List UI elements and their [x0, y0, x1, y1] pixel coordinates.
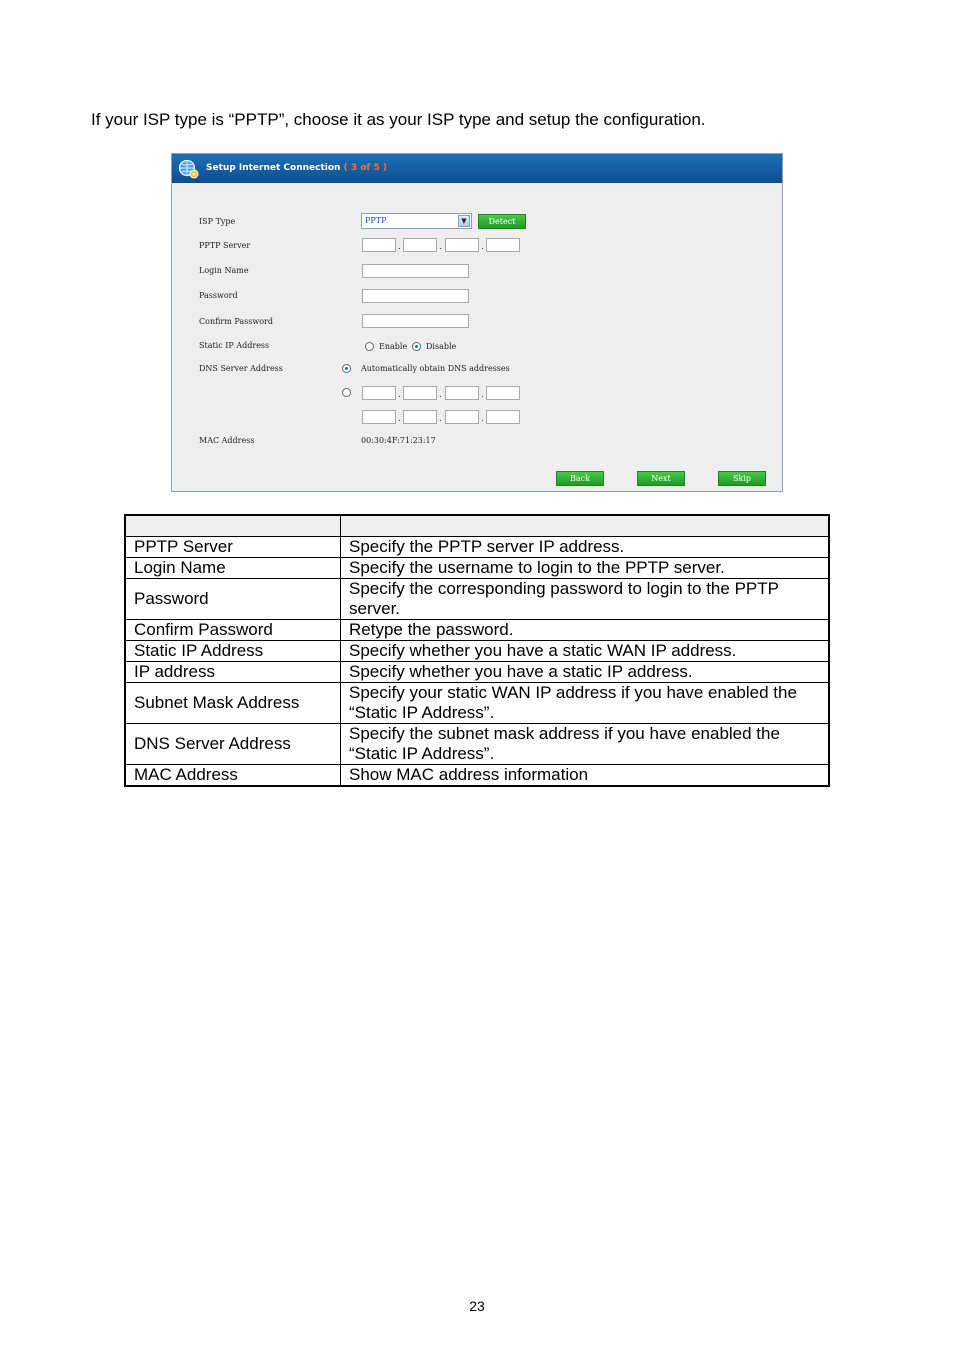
field-desc: Specify whether you have a static WAN IP address.	[341, 641, 830, 662]
table-header-cell	[341, 515, 830, 537]
field-desc: Show MAC address information	[341, 765, 830, 787]
isp-type-label: ISP Type	[199, 217, 236, 226]
field-desc: Specify your static WAN IP address if you have enabled the “Static IP Address”.	[341, 683, 830, 724]
static-ip-disable-label: Disable	[426, 342, 457, 351]
table-header-cell	[125, 515, 341, 537]
dns-primary-octet-1[interactable]	[362, 386, 396, 400]
field-name: PPTP Server	[125, 537, 341, 558]
table-row	[125, 620, 829, 641]
field-desc: Retype the password.	[341, 620, 830, 641]
pptp-server-octet-4[interactable]	[486, 238, 520, 252]
intro-text: If your ISP type is “PPTP”, choose it as your ISP type and setup the configuration.	[91, 110, 706, 129]
field-name: Confirm Password	[125, 620, 341, 641]
table-header-row	[125, 515, 829, 537]
dns-manual-radio[interactable]	[342, 388, 351, 397]
wizard-title: Setup Internet Connection ( 3 of 5 )	[206, 163, 387, 173]
field-name: Static IP Address	[125, 641, 341, 662]
field-desc: Specify whether you have a static IP address.	[341, 662, 830, 683]
isp-type-select[interactable]: PPTP ▼	[361, 213, 472, 229]
table-row	[125, 641, 829, 662]
static-ip-enable-label: Enable	[379, 342, 408, 351]
dns-secondary-octet-2[interactable]	[403, 410, 437, 424]
field-desc: Specify the username to login to the PPTP server.	[341, 558, 830, 579]
field-desc: Specify the PPTP server IP address.	[341, 537, 830, 558]
mac-address-value: 00:30:4F:71:23:17	[361, 436, 436, 445]
table-row	[125, 662, 829, 683]
dns-auto-label: Automatically obtain DNS addresses	[361, 364, 510, 373]
setup-screenshot	[171, 153, 783, 492]
dns-server-label: DNS Server Address	[199, 364, 283, 373]
table-row	[125, 558, 829, 579]
field-name: MAC Address	[125, 765, 341, 787]
table-row	[125, 537, 829, 558]
table-row	[125, 579, 829, 620]
table-row	[125, 724, 829, 765]
pptp-server-octet-1[interactable]	[362, 238, 396, 252]
dns-primary-octet-4[interactable]	[486, 386, 520, 400]
pptp-server-label: PPTP Server	[199, 241, 251, 250]
dot-separator: .	[481, 414, 484, 424]
static-ip-label: Static IP Address	[199, 341, 270, 350]
wizard-header	[172, 154, 782, 183]
field-name: Login Name	[125, 558, 341, 579]
field-desc: Specify the corresponding password to login to the PPTP server.	[341, 579, 830, 620]
mac-address-label: MAC Address	[199, 436, 255, 445]
back-button[interactable]: Back	[556, 471, 604, 486]
dot-separator: .	[481, 390, 484, 400]
dot-separator: .	[398, 414, 401, 424]
static-ip-enable-radio[interactable]	[365, 342, 374, 351]
dns-auto-radio[interactable]	[342, 364, 351, 373]
confirm-password-label: Confirm Password	[199, 317, 273, 326]
dot-separator: .	[439, 390, 442, 400]
login-name-input[interactable]	[362, 264, 469, 278]
wizard-step: ( 3 of 5 )	[343, 163, 387, 173]
field-name: DNS Server Address	[125, 724, 341, 765]
field-description-table	[124, 514, 830, 787]
field-name: IP address	[125, 662, 341, 683]
pptp-server-octet-2[interactable]	[403, 238, 437, 252]
pptp-server-octet-3[interactable]	[445, 238, 479, 252]
field-desc: Specify the subnet mask address if you have enabled the “Static IP Address”.	[341, 724, 830, 765]
password-label: Password	[199, 291, 238, 300]
table-row	[125, 765, 829, 787]
table-row	[125, 683, 829, 724]
dns-secondary-octet-1[interactable]	[362, 410, 396, 424]
dot-separator: .	[398, 390, 401, 400]
login-name-label: Login Name	[199, 266, 249, 275]
static-ip-disable-radio[interactable]	[412, 342, 421, 351]
dot-separator: .	[481, 242, 484, 252]
skip-button[interactable]: Skip	[718, 471, 766, 486]
next-button[interactable]: Next	[637, 471, 685, 486]
page-number: 23	[469, 1298, 485, 1314]
password-input[interactable]	[362, 289, 469, 303]
chevron-down-icon[interactable]: ▼	[458, 215, 470, 227]
detect-button[interactable]: Detect	[478, 214, 526, 229]
dns-secondary-octet-4[interactable]	[486, 410, 520, 424]
globe-gear-icon	[178, 158, 200, 180]
field-name: Subnet Mask Address	[125, 683, 341, 724]
dot-separator: .	[439, 242, 442, 252]
dns-primary-octet-2[interactable]	[403, 386, 437, 400]
field-name: Password	[125, 579, 341, 620]
dot-separator: .	[439, 414, 442, 424]
dns-primary-octet-3[interactable]	[445, 386, 479, 400]
confirm-password-input[interactable]	[362, 314, 469, 328]
dot-separator: .	[398, 242, 401, 252]
dns-secondary-octet-3[interactable]	[445, 410, 479, 424]
